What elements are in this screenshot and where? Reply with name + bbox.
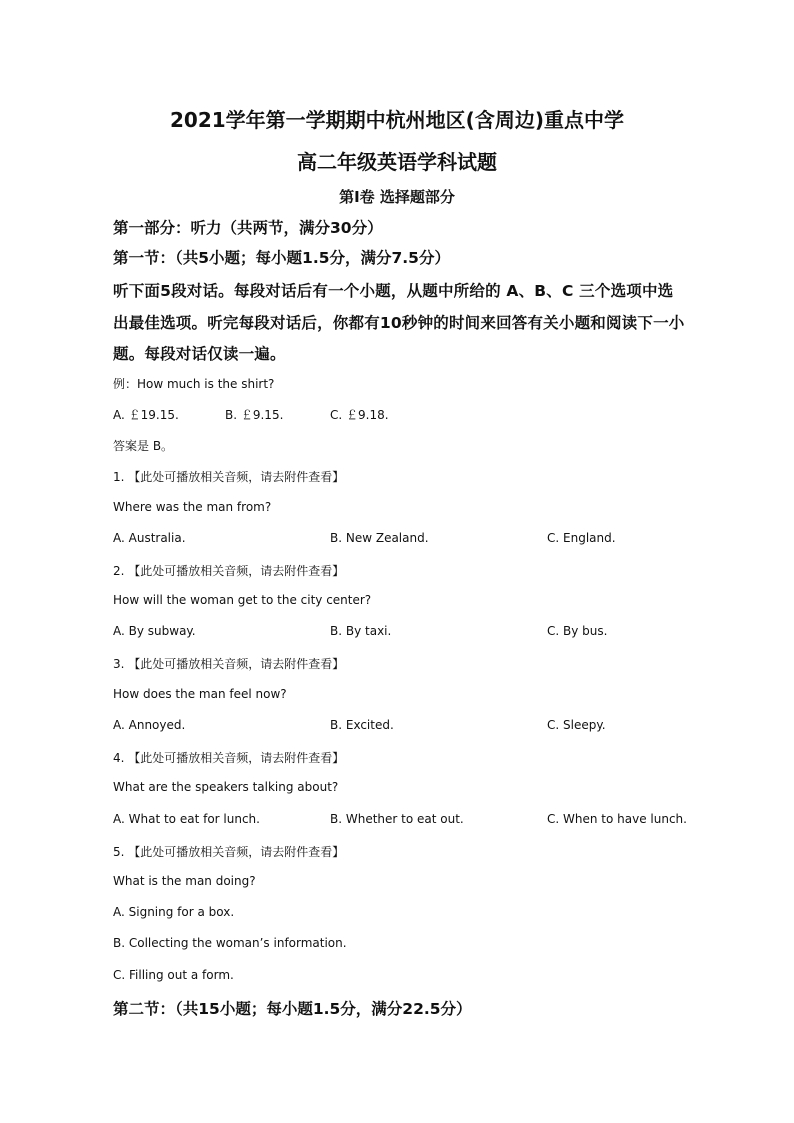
question-4-option-c: C. When to have lunch. xyxy=(547,812,687,826)
question-1-option-b: B. New Zealand. xyxy=(330,531,429,545)
question-3-option-a: A. Annoyed. xyxy=(113,718,186,732)
question-2-audio-label: 2. 【此处可播放相关音频，请去附件查看】 xyxy=(113,564,345,578)
question-4-option-a: A. What to eat for lunch. xyxy=(113,812,260,826)
section2-heading: 第二节：（共15小题；每小题1.5分，满分22.5分） xyxy=(113,1000,472,1018)
question-5-text: What is the man doing? xyxy=(113,874,256,888)
question-4-audio-label: 4. 【此处可播放相关音频，请去附件查看】 xyxy=(113,751,345,765)
section1-heading: 第一节：（共5小题；每小题1.5分，满分7.5分） xyxy=(113,249,450,267)
example-option-a: A. ￡19.15. xyxy=(113,408,179,422)
question-2-text: How will the woman get to the city center? xyxy=(113,593,372,607)
question-1-option-c: C. England. xyxy=(547,531,616,545)
section-title: 第Ⅰ卷 选择题部分 xyxy=(339,188,455,206)
question-1-text: Where was the man from? xyxy=(113,500,272,514)
question-2-option-b: B. By taxi. xyxy=(330,624,392,638)
question-3-audio-label: 3. 【此处可播放相关音频，请去附件查看】 xyxy=(113,657,345,671)
exam-subtitle: 高二年级英语学科试题 xyxy=(297,150,497,174)
question-2-option-a: A. By subway. xyxy=(113,624,196,638)
part1-heading: 第一部分：听力（共两节，满分30分） xyxy=(113,219,383,237)
question-1-option-a: A. Australia. xyxy=(113,531,186,545)
question-1-audio-label: 1. 【此处可播放相关音频，请去附件查看】 xyxy=(113,470,345,484)
question-5-option-c: C. Filling out a form. xyxy=(113,968,234,982)
exam-title: 2021学年第一学期期中杭州地区(含周边)重点中学 xyxy=(170,108,624,132)
question-3-option-c: C. Sleepy. xyxy=(547,718,606,732)
question-5-audio-label: 5. 【此处可播放相关音频，请去附件查看】 xyxy=(113,845,345,859)
question-5-option-b: B. Collecting the woman’s information. xyxy=(113,936,347,950)
question-4-option-b: B. Whether to eat out. xyxy=(330,812,464,826)
question-2-option-c: C. By bus. xyxy=(547,624,608,638)
example-answer: 答案是 B。 xyxy=(113,439,174,453)
question-5-option-a: A. Signing for a box. xyxy=(113,905,235,919)
example-option-c: C. ￡9.18. xyxy=(330,408,389,422)
example-question: 例：How much is the shirt? xyxy=(113,377,275,391)
question-3-option-b: B. Excited. xyxy=(330,718,394,732)
instruction-line-2: 出最佳选项。听完每段对话后，你都有10秒钟的时间来回答有关小题和阅读下一小 xyxy=(113,314,685,332)
question-4-text: What are the speakers talking about? xyxy=(113,780,339,794)
instruction-line-3: 题。每段对话仅读一遍。 xyxy=(113,345,286,363)
example-option-b: B. ￡9.15. xyxy=(225,408,284,422)
question-3-text: How does the man feel now? xyxy=(113,687,287,701)
instruction-line-1: 听下面5段对话。每段对话后有一个小题，从题中所给的 A、B、C 三个选项中选 xyxy=(113,282,674,300)
